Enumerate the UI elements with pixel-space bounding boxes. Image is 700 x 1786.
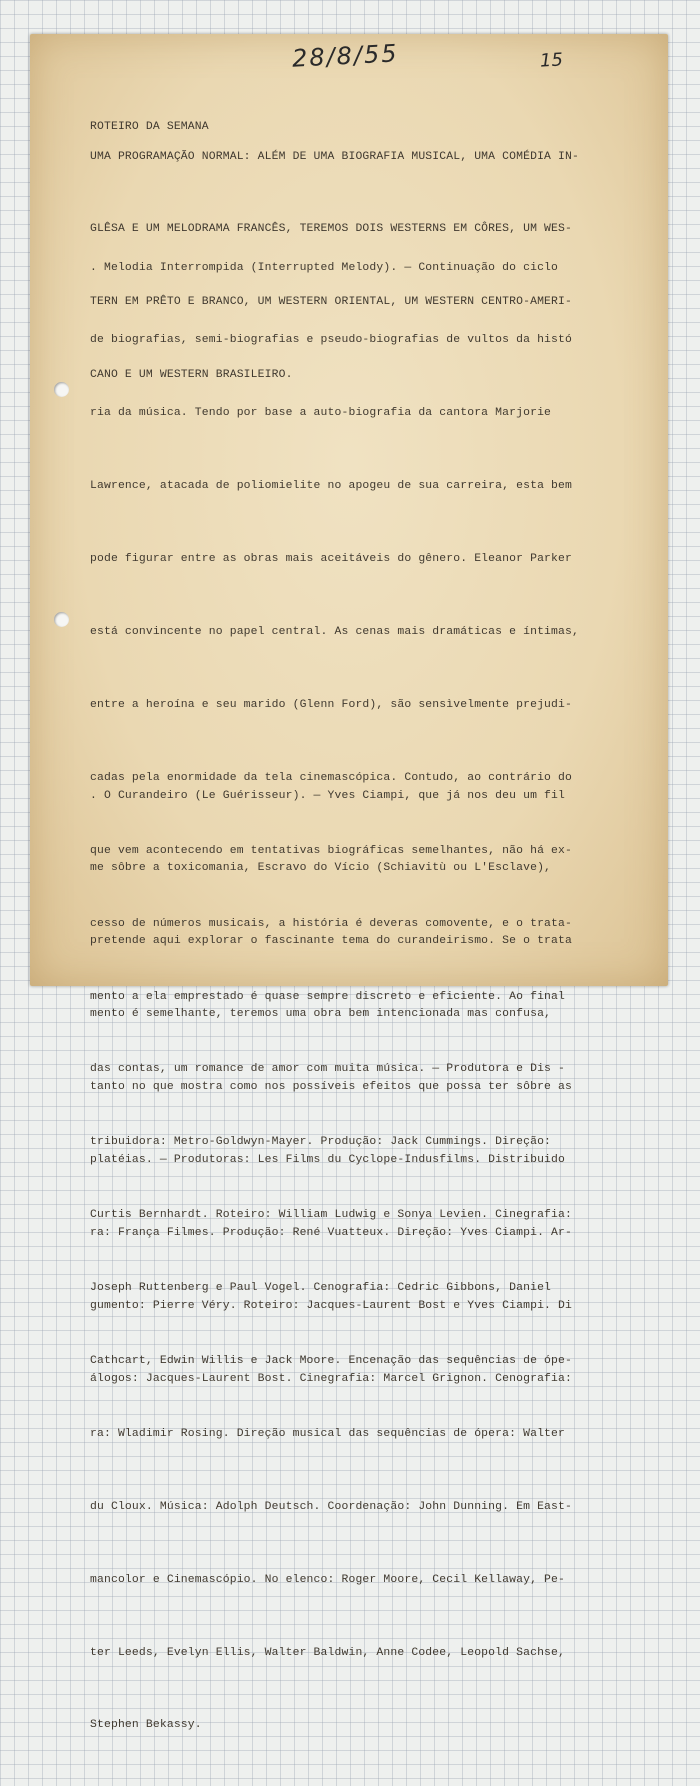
review-line: de biografias, semi-biografias e pseudo-biografias de vultos da histó: [90, 334, 572, 347]
typewritten-page: [30, 34, 668, 1732]
review-line: . Melodia Interrompida (Interrupted Melody). — Continuação do ciclo: [90, 261, 559, 274]
review-line: me sôbre a toxicomania, Escravo do Vício (Schiavitù ou L'Esclave),: [90, 862, 552, 875]
review-o-curandeiro: [90, 735, 650, 1440]
review-line: ra: Wladimir Rosing. Direção musical das sequências de ópera: Walter: [90, 1427, 566, 1440]
heading-line: ROTEIRO DA SEMANA: [90, 120, 209, 133]
review-line: Curtis Bernhardt. Roteiro: William Ludwig e Sonya Levien. Cinegrafia:: [90, 1209, 572, 1222]
handwritten-page-number: 15: [539, 49, 564, 72]
intro-line: GLÊSA E UM MELODRAMA FRANCÊS, TEREMOS DOIS WESTERNS EM CÔRES, UM WES-: [90, 223, 572, 236]
intro-line: CANO E UM WESTERN BRASILEIRO.: [90, 369, 293, 382]
review-line: ter Leeds, Evelyn Ellis, Walter Baldwin, Anne Codee, Leopold Sachse,: [90, 1646, 566, 1659]
review-line: mancolor e Cinemascópio. No elenco: Roger Moore, Cecil Kellaway, Pe-: [90, 1573, 566, 1586]
review-line: álogos: Jacques-Laurent Bost. Cinegrafia: Marcel Grignon. Cenografia:: [90, 1372, 572, 1385]
review-line: Cathcart, Edwin Willis e Jack Moore. Encenação das sequências de ópe-: [90, 1354, 572, 1367]
review-line: mento é semelhante, teremos uma obra bem intencionada mas confusa,: [90, 1008, 552, 1021]
intro-line: UMA PROGRAMAÇÃO NORMAL: ALÉM DE UMA BIOGRAFIA MUSICAL, UMA COMÉDIA IN-: [90, 150, 579, 163]
review-line: entre a heroína e seu marido (Glenn Ford), são sensìvelmente prejudi-: [90, 698, 572, 711]
review-line: tanto no que mostra como nos possíveis efeitos que possa ter sôbre as: [90, 1081, 572, 1094]
review-line: cadas pela enormidade da tela cinemascópica. Contudo, ao contrário do: [90, 771, 572, 784]
handwritten-date: 28/8/55: [291, 39, 400, 73]
review-line: . O Curandeiro (Le Guérisseur). — Yves Ciampi, que já nos deu um fil: [90, 789, 566, 802]
review-line: mento a ela emprestado é quase sempre discreto e eficiente. Ao final: [90, 990, 566, 1003]
review-line: ra: França Filmes. Produção: René Vuatteux. Direção: Yves Ciampi. Ar-: [90, 1226, 572, 1239]
review-line: platéias. — Produtoras: Les Films du Cyclope-Indusfilms. Distribuido: [90, 1154, 566, 1167]
review-line: das contas, um romance de amor com muita música. — Produtora e Dis -: [90, 1063, 566, 1076]
review-line: que vem acontecendo em tentativas biográficas semelhantes, não há ex-: [90, 844, 572, 857]
review-line: pode figurar entre as obras mais aceitáveis do gênero. Eleanor Parker: [90, 553, 572, 566]
review-line: du Cloux. Música: Adolph Deutsch. Coordenação: John Dunning. Em East-: [90, 1500, 572, 1513]
review-line: Lawrence, atacada de poliomielite no apogeu de sua carreira, esta bem: [90, 480, 572, 493]
review-line: pretende aqui explorar o fascinante tema do curandeirismo. Se o trata: [90, 935, 572, 948]
review-line: está convincente no papel central. As cenas mais dramáticas e íntimas,: [90, 626, 579, 639]
review-line: ria da música. Tendo por base a auto-biografia da cantora Marjorie: [90, 407, 552, 420]
review-line: cesso de números musicais, a história é deveras comovente, e o trata-: [90, 917, 572, 930]
punch-hole-bottom: [54, 612, 69, 627]
intro-line: TERN EM PRÊTO E BRANCO, UM WESTERN ORIENTAL, UM WESTERN CENTRO-AMERI-: [90, 296, 572, 309]
review-line: gumento: Pierre Véry. Roteiro: Jacques-Laurent Bost e Yves Ciampi. Di: [90, 1299, 572, 1312]
punch-hole-top: [54, 382, 69, 397]
review-line: Stephen Bekassy.: [90, 1719, 202, 1732]
review-line: Joseph Ruttenberg e Paul Vogel. Cenografia: Cedric Gibbons, Daniel: [90, 1282, 552, 1295]
review-line: tribuidora: Metro-Goldwyn-Mayer. Produção: Jack Cummings. Direção:: [90, 1136, 552, 1149]
